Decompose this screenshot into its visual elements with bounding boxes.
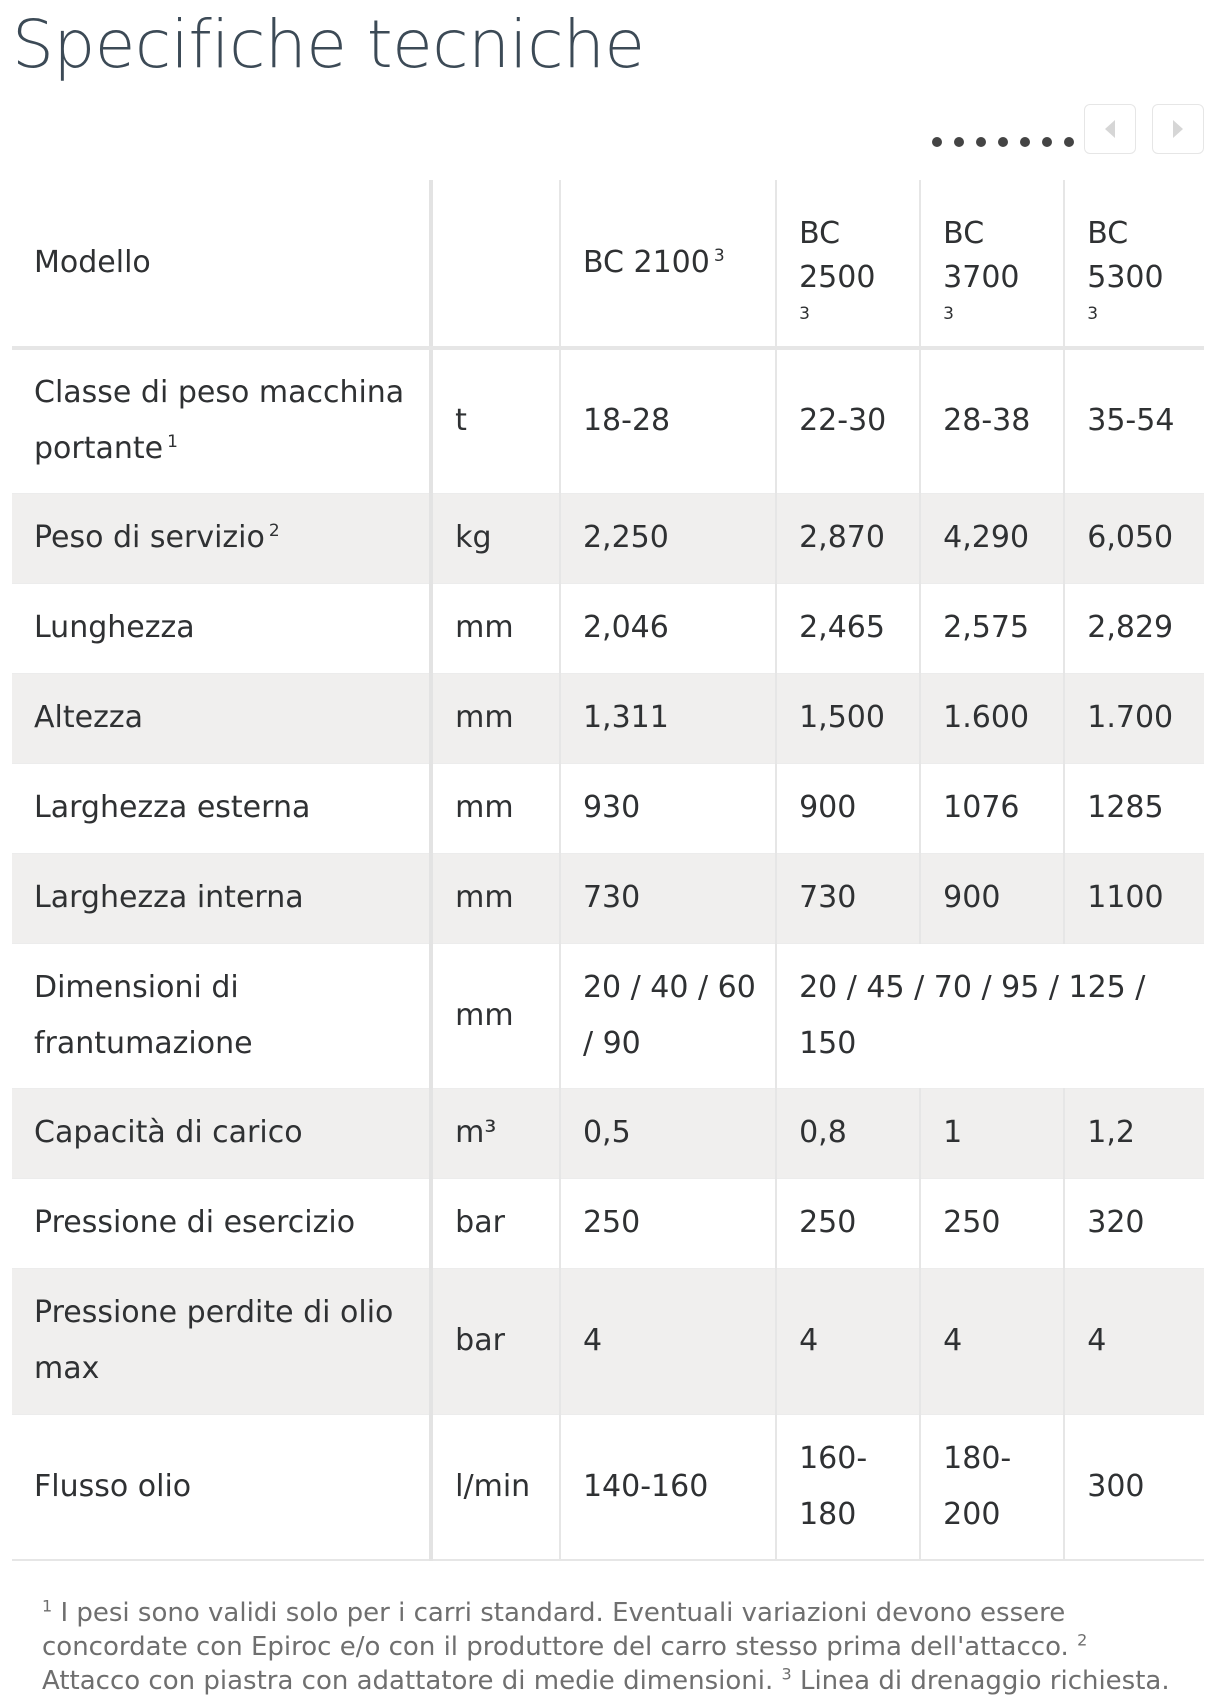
cell-value: 4 <box>776 1268 920 1414</box>
chevron-left-icon <box>1105 120 1115 138</box>
specs-table <box>12 180 1204 1561</box>
cell-value: 1,2 <box>1064 1088 1204 1178</box>
row-label: Classe di peso macchina portante $^1$ <box>12 348 431 493</box>
cell-value: 1.700 <box>1064 673 1204 763</box>
row-unit: bar <box>431 1178 560 1268</box>
cell-value: 1076 <box>920 763 1064 853</box>
header-label: Modello <box>12 180 431 348</box>
table-row <box>12 1178 1204 1268</box>
row-unit: kg <box>431 493 560 583</box>
cell-value: 6,050 <box>1064 493 1204 583</box>
footnote-text: Linea di drenaggio richiesta. <box>799 1666 1170 1696</box>
table-row <box>12 673 1204 763</box>
cell-value: 900 <box>920 853 1064 943</box>
cell-value: 1 <box>920 1088 1064 1178</box>
footnote-text: Attacco con piastra con adattatore di medie dimensioni. <box>42 1666 774 1696</box>
row-unit: m³ <box>431 1088 560 1178</box>
header-model: BC 2100 $^3$ <box>560 180 776 348</box>
cell-value: 900 <box>776 763 920 853</box>
footnote-marker: 3 <box>781 1664 792 1684</box>
carousel-dot[interactable] <box>1042 137 1052 147</box>
row-unit: mm <box>431 853 560 943</box>
cell-value: 1100 <box>1064 853 1204 943</box>
table-row <box>12 493 1204 583</box>
cell-value: 930 <box>560 763 776 853</box>
row-unit: mm <box>431 763 560 853</box>
carousel-dot[interactable] <box>954 137 964 147</box>
carousel-dots[interactable] <box>932 137 1074 147</box>
row-label: Larghezza esterna <box>12 763 431 853</box>
carousel-dot[interactable] <box>998 137 1008 147</box>
carousel-dot[interactable] <box>1020 137 1030 147</box>
cell-value: 250 <box>920 1178 1064 1268</box>
footnote-text: I pesi sono validi solo per i carri standard. Eventuali variazioni devono essere concordate con Epiroc e/o con il produttore del carro stesso prima dell'attacco. <box>42 1598 1069 1662</box>
footnote-marker: 2 <box>1077 1630 1088 1650</box>
footnote <box>42 1596 1172 1698</box>
cell-value: 28-38 <box>920 348 1064 493</box>
cell-value: 22-30 <box>776 348 920 493</box>
table-row <box>12 1268 1204 1414</box>
row-unit: mm <box>431 943 560 1088</box>
header-model: BC 5300 3 <box>1064 180 1204 348</box>
cell-value: 4,290 <box>920 493 1064 583</box>
chevron-right-icon <box>1173 120 1183 138</box>
row-unit: l/min <box>431 1414 560 1560</box>
row-label: Peso di servizio $^2$ <box>12 493 431 583</box>
cell-value: 4 <box>560 1268 776 1414</box>
cell-value: 2,046 <box>560 583 776 673</box>
row-label: Pressione di esercizio <box>12 1178 431 1268</box>
table-row <box>12 763 1204 853</box>
row-label: Flusso olio <box>12 1414 431 1560</box>
row-unit: mm <box>431 673 560 763</box>
cell-value: 1.600 <box>920 673 1064 763</box>
cell-value: 4 <box>920 1268 1064 1414</box>
cell-value: 2,829 <box>1064 583 1204 673</box>
header-model: BC 2500 3 <box>776 180 920 348</box>
cell-value: 20 / 45 / 70 / 95 / 125 / 150 <box>776 943 1204 1088</box>
carousel-dot[interactable] <box>932 137 942 147</box>
table-row <box>12 943 1204 1088</box>
cell-value: 2,465 <box>776 583 920 673</box>
cell-value: 0,5 <box>560 1088 776 1178</box>
cell-value: 730 <box>776 853 920 943</box>
footnote-marker: 1 <box>42 1596 53 1616</box>
row-label: Altezza <box>12 673 431 763</box>
table-row <box>12 1414 1204 1560</box>
cell-value: 300 <box>1064 1414 1204 1560</box>
cell-value: 250 <box>560 1178 776 1268</box>
row-label: Lunghezza <box>12 583 431 673</box>
carousel-dot[interactable] <box>976 137 986 147</box>
cell-value: 1,311 <box>560 673 776 763</box>
cell-value: 1285 <box>1064 763 1204 853</box>
row-unit: bar <box>431 1268 560 1414</box>
cell-value: 2,250 <box>560 493 776 583</box>
cell-value: 140-160 <box>560 1414 776 1560</box>
row-unit: mm <box>431 583 560 673</box>
cell-value: 250 <box>776 1178 920 1268</box>
row-label: Dimensioni di frantumazione <box>12 943 431 1088</box>
table-row <box>12 1088 1204 1178</box>
cell-value: 4 <box>1064 1268 1204 1414</box>
cell-value: 35-54 <box>1064 348 1204 493</box>
prev-button[interactable] <box>1084 104 1136 154</box>
header-unit <box>431 180 560 348</box>
row-label: Capacità di carico <box>12 1088 431 1178</box>
cell-value: 18-28 <box>560 348 776 493</box>
table-row <box>12 583 1204 673</box>
table-row <box>12 348 1204 493</box>
header-model: BC 3700 3 <box>920 180 1064 348</box>
carousel-dot[interactable] <box>1064 137 1074 147</box>
cell-value: 320 <box>1064 1178 1204 1268</box>
cell-value: 180-200 <box>920 1414 1064 1560</box>
cell-value: 2,575 <box>920 583 1064 673</box>
cell-value: 0,8 <box>776 1088 920 1178</box>
row-label: Larghezza interna <box>12 853 431 943</box>
cell-value: 1,500 <box>776 673 920 763</box>
cell-value: 160-180 <box>776 1414 920 1560</box>
page-title: Specifiche tecniche <box>12 6 645 83</box>
cell-value: 2,870 <box>776 493 920 583</box>
cell-value: 20 / 40 / 60 / 90 <box>560 943 776 1088</box>
row-unit: t <box>431 348 560 493</box>
table-header-row <box>12 180 1204 348</box>
row-label: Pressione perdite di olio max <box>12 1268 431 1414</box>
next-button[interactable] <box>1152 104 1204 154</box>
table-row <box>12 853 1204 943</box>
cell-value: 730 <box>560 853 776 943</box>
